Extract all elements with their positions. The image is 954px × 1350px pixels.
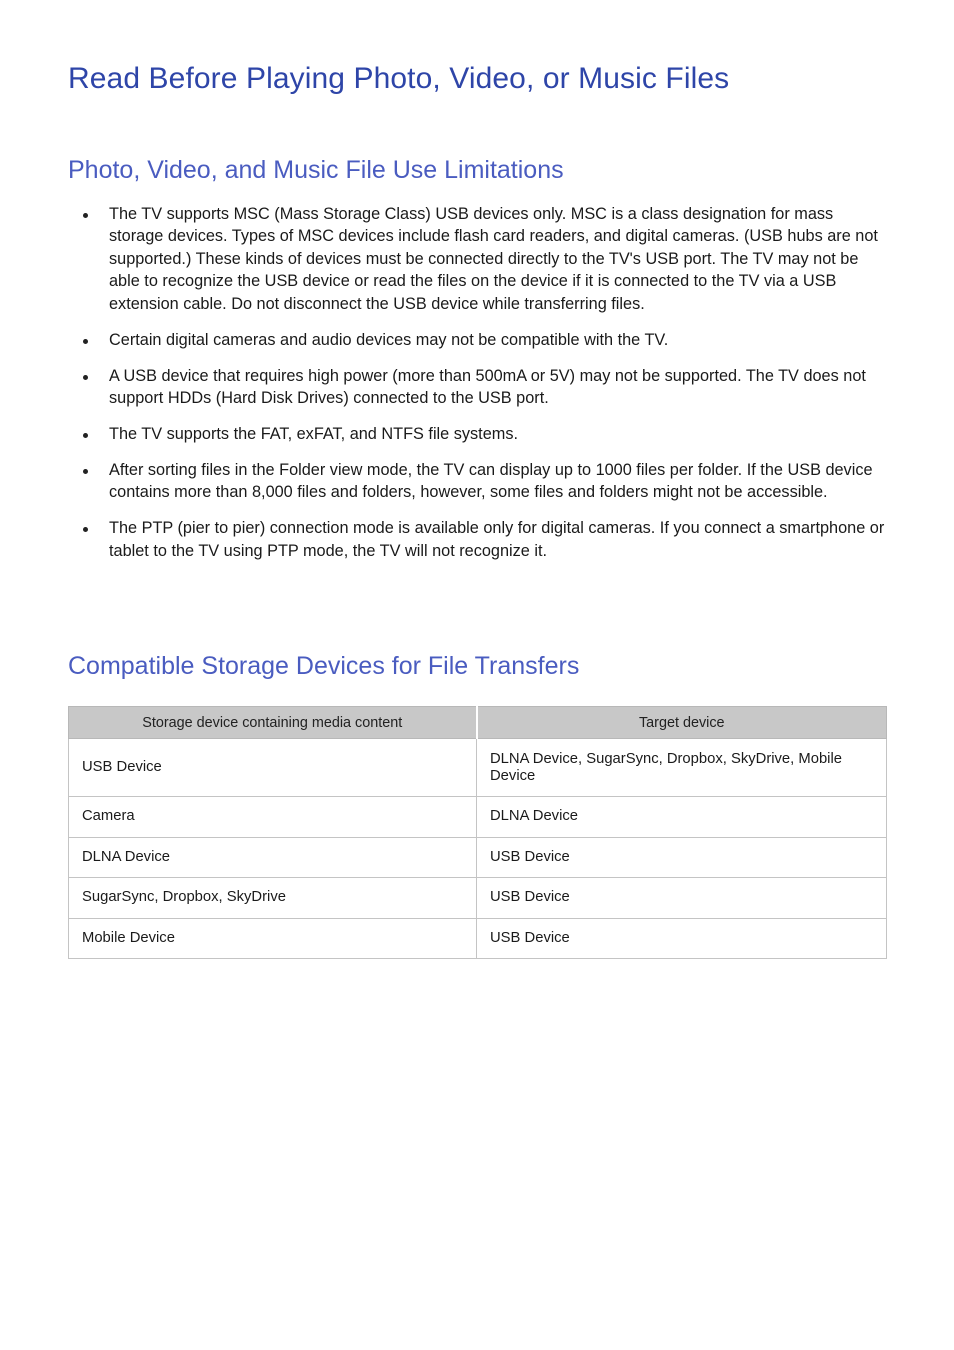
table-cell-target: USB Device [477, 918, 887, 959]
list-item: The TV supports the FAT, exFAT, and NTFS file systems. [82, 423, 890, 445]
table-cell-source: Camera [69, 797, 477, 838]
table-cell-source: SugarSync, Dropbox, SkyDrive [69, 878, 477, 919]
page-title: Read Before Playing Photo, Video, or Music Files [68, 62, 730, 95]
section-heading-compatible-devices: Compatible Storage Devices for File Transfers [68, 652, 580, 680]
table-cell-target: DLNA Device, SugarSync, Dropbox, SkyDrive, Mobile Device [477, 739, 887, 797]
limitations-list [82, 203, 890, 576]
table-row [69, 878, 887, 919]
table-row [69, 918, 887, 959]
table-row [69, 837, 887, 878]
section-heading-limitations: Photo, Video, and Music File Use Limitations [68, 156, 564, 184]
compatible-devices-table [68, 706, 887, 959]
column-header-storage-device: Storage device containing media content [69, 707, 477, 739]
table-cell-target: USB Device [477, 837, 887, 878]
list-item: The PTP (pier to pier) connection mode is available only for digital cameras. If you connect a smartphone or tablet to the TV using PTP mode, the TV will not recognize it. [82, 517, 890, 562]
table-cell-source: USB Device [69, 739, 477, 797]
list-item: After sorting files in the Folder view mode, the TV can display up to 1000 files per folder. If the USB device contains more than 8,000 files and folders, however, some files and folders might not be accessible. [82, 459, 890, 504]
list-item: Certain digital cameras and audio devices may not be compatible with the TV. [82, 329, 890, 351]
table-row [69, 739, 887, 797]
table-cell-source: DLNA Device [69, 837, 477, 878]
column-header-target-device: Target device [477, 707, 887, 739]
table-row [69, 797, 887, 838]
table-cell-source: Mobile Device [69, 918, 477, 959]
table-cell-target: DLNA Device [477, 797, 887, 838]
table-header-row [69, 707, 887, 739]
list-item: The TV supports MSC (Mass Storage Class) USB devices only. MSC is a class designation for mass storage devices. Types of MSC devices include flash card readers, and digital cameras. (USB hubs are not supported.) These kinds of devices must be connected directly to the TV's USB port. The TV may not be able to recognize the USB device or read the files on the device if it is connected to the TV via a USB extension cable. Do not disconnect the USB device while transferring files. [82, 203, 890, 315]
list-item: A USB device that requires high power (more than 500mA or 5V) may not be supported. The TV does not support HDDs (Hard Disk Drives) connected to the USB port. [82, 365, 890, 410]
table-cell-target: USB Device [477, 878, 887, 919]
